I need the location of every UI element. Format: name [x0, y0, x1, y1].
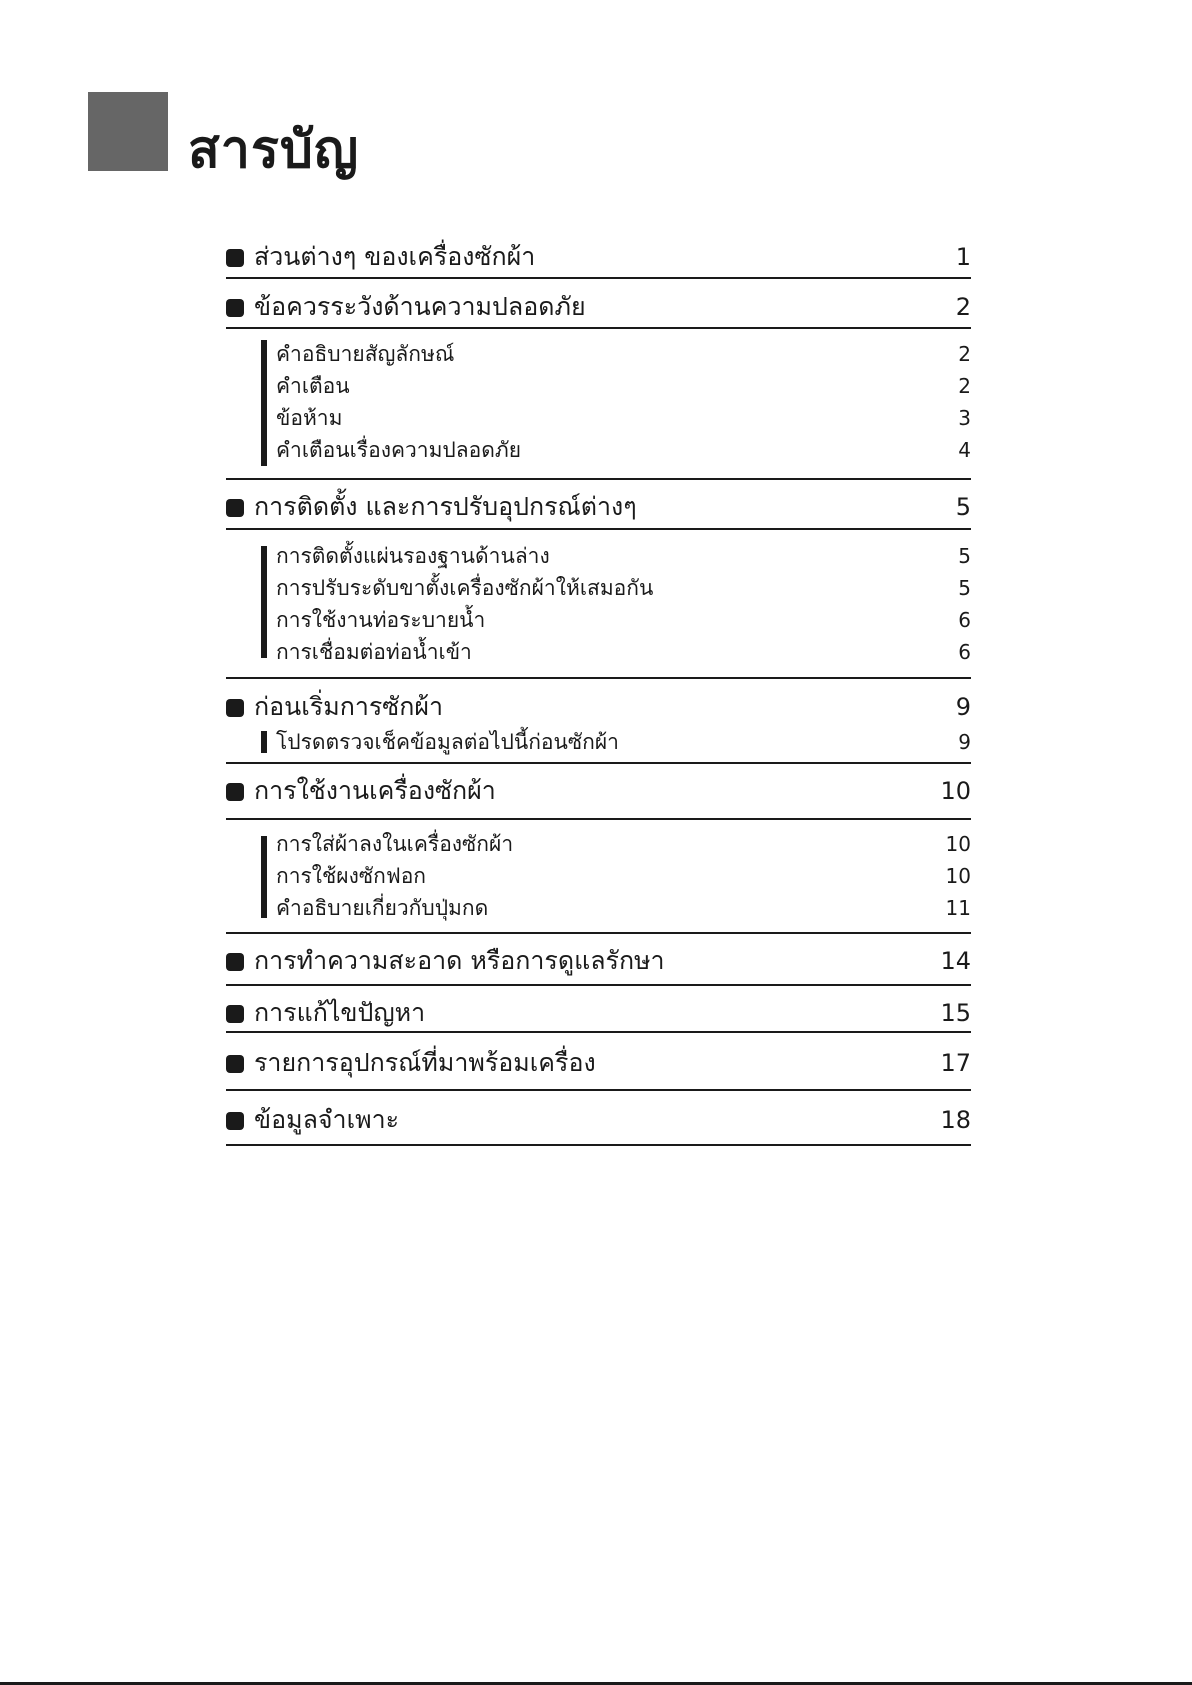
toc-item[interactable] — [276, 860, 971, 892]
item-label: การเชื่อมต่อท่อน้ำเข้า — [276, 640, 472, 664]
toc-section-installation[interactable] — [226, 490, 971, 524]
square-bullet-icon — [226, 1055, 244, 1073]
item-page: 3 — [958, 406, 971, 430]
square-bullet-icon — [226, 953, 244, 971]
square-bullet-icon — [226, 699, 244, 717]
toc-section-before-washing[interactable] — [226, 690, 971, 724]
toc-item[interactable] — [276, 540, 971, 572]
square-bullet-icon — [226, 1112, 244, 1130]
page-title: สารบัญ — [188, 120, 360, 180]
section-page: 14 — [940, 947, 971, 975]
toc-item[interactable] — [276, 370, 971, 402]
divider — [226, 818, 971, 820]
toc-section-parts[interactable] — [226, 240, 971, 274]
item-label: การใช้งานท่อระบายน้ำ — [276, 608, 486, 632]
square-bullet-icon — [226, 783, 244, 801]
section-page: 9 — [955, 693, 971, 721]
section-label: ก่อนเริ่มการซักผ้า — [254, 692, 444, 721]
title-block-icon — [88, 92, 168, 171]
divider — [226, 528, 971, 530]
divider — [226, 677, 971, 679]
item-page: 10 — [945, 832, 971, 856]
item-label: ข้อห้าม — [276, 406, 343, 430]
section-page: 5 — [955, 493, 971, 521]
toc-item[interactable] — [276, 402, 971, 434]
section-label: ข้อมูลจำเพาะ — [254, 1105, 400, 1134]
divider — [226, 277, 971, 279]
divider — [226, 1144, 971, 1146]
item-label: โปรดตรวจเช็คข้อมูลต่อไปนี้ก่อนซักผ้า — [276, 730, 619, 754]
item-page: 5 — [958, 544, 971, 568]
item-label: การปรับระดับขาตั้งเครื่องซักผ้าให้เสมอกัน — [276, 576, 654, 600]
item-label: คำอธิบายเกี่ยวกับปุ่มกด — [276, 896, 489, 920]
square-bullet-icon — [226, 499, 244, 517]
toc-item[interactable] — [276, 726, 971, 758]
section-page: 17 — [940, 1049, 971, 1077]
square-bullet-icon — [226, 299, 244, 317]
item-page: 10 — [945, 864, 971, 888]
toc-item[interactable] — [276, 338, 971, 370]
section-label: การแก้ไขปัญหา — [254, 998, 426, 1027]
item-label: การใส่ผ้าลงในเครื่องซักผ้า — [276, 832, 514, 856]
toc-section-safety[interactable] — [226, 290, 971, 324]
item-label: คำอธิบายสัญลักษณ์ — [276, 342, 455, 366]
item-page: 6 — [958, 640, 971, 664]
divider — [226, 762, 971, 764]
toc-item[interactable] — [276, 636, 971, 668]
toc-section-troubleshooting[interactable] — [226, 996, 971, 1030]
divider — [226, 327, 971, 329]
section-page: 2 — [955, 293, 971, 321]
subsection-bar — [261, 340, 267, 466]
toc-section-specifications[interactable] — [226, 1103, 971, 1137]
divider — [226, 1031, 971, 1033]
section-label: ข้อควรระวังด้านความปลอดภัย — [254, 292, 586, 321]
subsection-bar — [261, 546, 267, 658]
toc-item[interactable] — [276, 892, 971, 924]
item-page: 11 — [945, 896, 971, 920]
square-bullet-icon — [226, 249, 244, 267]
section-label: การใช้งานเครื่องซักผ้า — [254, 776, 496, 805]
section-label: การติดตั้ง และการปรับอุปกรณ์ต่างๆ — [254, 492, 637, 521]
toc-section-accessories[interactable] — [226, 1046, 971, 1080]
item-page: 2 — [958, 374, 971, 398]
toc-item[interactable] — [276, 828, 971, 860]
divider — [226, 1089, 971, 1091]
item-page: 9 — [958, 730, 971, 754]
item-page: 6 — [958, 608, 971, 632]
section-page: 1 — [955, 243, 971, 271]
subsection-bar — [261, 836, 267, 918]
section-label: รายการอุปกรณ์ที่มาพร้อมเครื่อง — [254, 1048, 596, 1077]
item-page: 5 — [958, 576, 971, 600]
subsection-bar — [261, 731, 267, 753]
section-page: 10 — [940, 777, 971, 805]
divider — [226, 932, 971, 934]
toc-item[interactable] — [276, 572, 971, 604]
section-label: ส่วนต่างๆ ของเครื่องซักผ้า — [254, 242, 536, 271]
toc-item[interactable] — [276, 434, 971, 466]
section-label: การทำความสะอาด หรือการดูแลรักษา — [254, 946, 665, 975]
toc-section-cleaning[interactable] — [226, 944, 971, 978]
section-page: 15 — [940, 999, 971, 1027]
item-page: 4 — [958, 438, 971, 462]
item-page: 2 — [958, 342, 971, 366]
item-label: คำเตือน — [276, 374, 350, 398]
section-page: 18 — [940, 1106, 971, 1134]
divider — [226, 478, 971, 480]
toc-section-operation[interactable] — [226, 774, 971, 808]
item-label: คำเตือนเรื่องความปลอดภัย — [276, 438, 522, 462]
item-label: การติดตั้งแผ่นรองฐานด้านล่าง — [276, 544, 550, 568]
item-label: การใช้ผงซักฟอก — [276, 864, 427, 888]
toc-item[interactable] — [276, 604, 971, 636]
divider — [226, 984, 971, 986]
square-bullet-icon — [226, 1005, 244, 1023]
